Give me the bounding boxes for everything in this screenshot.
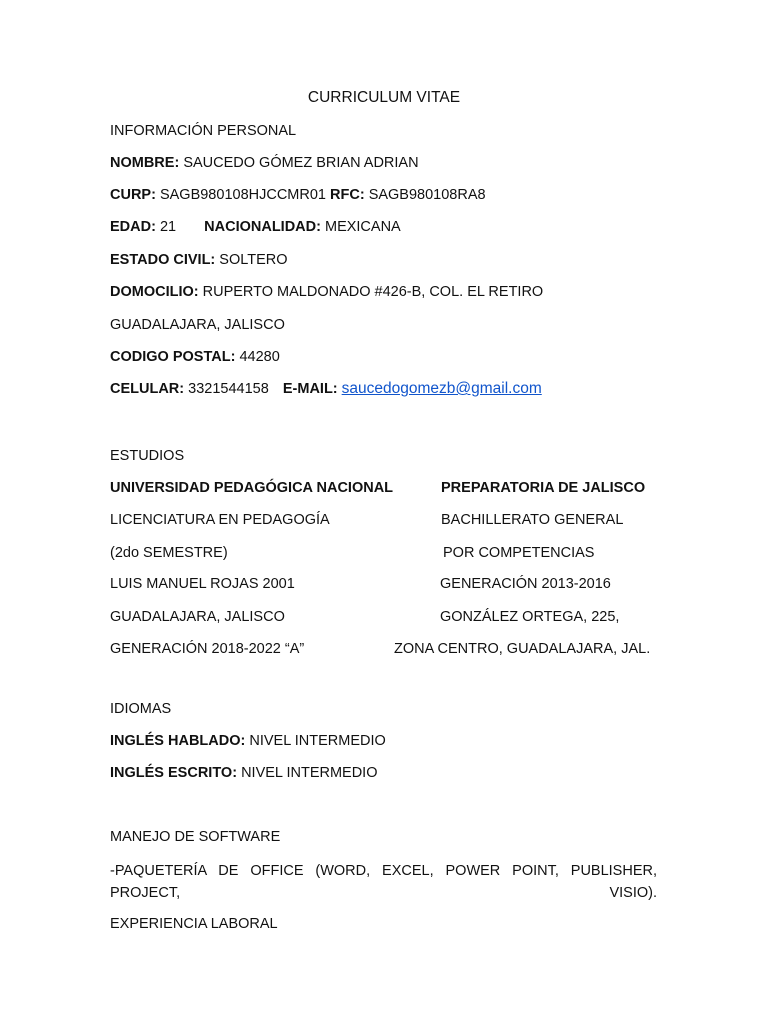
nationality-value: MEXICANA <box>324 219 401 235</box>
english-written-label: INGLÉS ESCRITO: <box>110 765 238 781</box>
english-spoken-value: NIVEL INTERMEDIO <box>249 733 386 749</box>
software-heading: MANEJO DE SOFTWARE <box>110 829 281 845</box>
study-right-1: BACHILLERATO GENERAL <box>441 512 624 528</box>
study-right-5: ZONA CENTRO, GUADALAJARA, JAL. <box>394 641 651 657</box>
personal-info-heading: INFORMACIÓN PERSONAL <box>110 123 297 139</box>
study-left-0: UNIVERSIDAD PEDAGÓGICA NACIONAL <box>110 480 394 496</box>
email-link[interactable]: saucedogomezb@gmail.com <box>341 380 542 397</box>
postal-label: CODIGO POSTAL: <box>110 349 236 365</box>
civil-status-row <box>110 251 288 269</box>
address-value: RUPERTO MALDONADO #426-B, COL. EL RETIRO <box>202 284 544 300</box>
phone-label: CELULAR: <box>110 381 185 397</box>
english-written-row <box>110 764 378 782</box>
name-label: NOMBRE: <box>110 155 180 171</box>
study-left-2: (2do SEMESTRE) <box>110 545 228 561</box>
age-row <box>110 218 401 236</box>
study-left-3: LUIS MANUEL ROJAS 2001 <box>110 576 295 592</box>
address-label: DOMOCILIO: <box>110 284 199 300</box>
experience-heading: EXPERIENCIA LABORAL <box>110 916 278 932</box>
page-title: CURRICULUM VITAE <box>307 89 461 106</box>
name-value: SAUCEDO GÓMEZ BRIAN ADRIAN <box>183 155 419 171</box>
curp-label: CURP: <box>110 187 156 203</box>
study-right-3: GENERACIÓN 2013-2016 <box>440 576 611 592</box>
studies-heading: ESTUDIOS <box>110 448 185 464</box>
civil-status-value: SOLTERO <box>219 252 288 268</box>
email-label: E-MAIL: <box>282 381 338 397</box>
study-right-4: GONZÁLEZ ORTEGA, 225, <box>440 609 620 625</box>
study-right-0: PREPARATORIA DE JALISCO <box>441 480 646 496</box>
postal-value: 44280 <box>239 349 280 365</box>
english-spoken-row <box>110 732 386 750</box>
curp-value: SAGB980108HJCCMR01 <box>159 187 326 203</box>
age-label: EDAD: <box>110 219 156 235</box>
english-written-value: NIVEL INTERMEDIO <box>241 765 378 781</box>
postal-row <box>110 348 280 366</box>
address-row <box>110 283 543 301</box>
rfc-label: RFC: <box>330 187 365 203</box>
study-left-5: GENERACIÓN 2018-2022 “A” <box>110 641 305 657</box>
study-left-4: GUADALAJARA, JALISCO <box>110 609 285 625</box>
rfc-value: SAGB980108RA8 <box>368 187 486 203</box>
software-text: -PAQUETERÍA DE OFFICE (WORD, EXCEL, POWER POINT, PUBLISHER, PROJECT, VISIO). <box>110 863 657 901</box>
address-line2: GUADALAJARA, JALISCO <box>110 317 285 333</box>
name-row <box>110 154 419 172</box>
phone-value: 3321544158 <box>188 381 269 397</box>
english-spoken-label: INGLÉS HABLADO: <box>110 733 246 749</box>
curp-row <box>110 186 486 204</box>
age-value: 21 <box>159 219 177 235</box>
nationality-label: NACIONALIDAD: <box>204 219 321 235</box>
study-left-1: LICENCIATURA EN PEDAGOGÍA <box>110 512 330 528</box>
contact-row <box>110 380 542 398</box>
languages-heading: IDIOMAS <box>110 701 172 717</box>
civil-status-label: ESTADO CIVIL: <box>110 252 216 268</box>
study-right-2: POR COMPETENCIAS <box>443 545 595 561</box>
